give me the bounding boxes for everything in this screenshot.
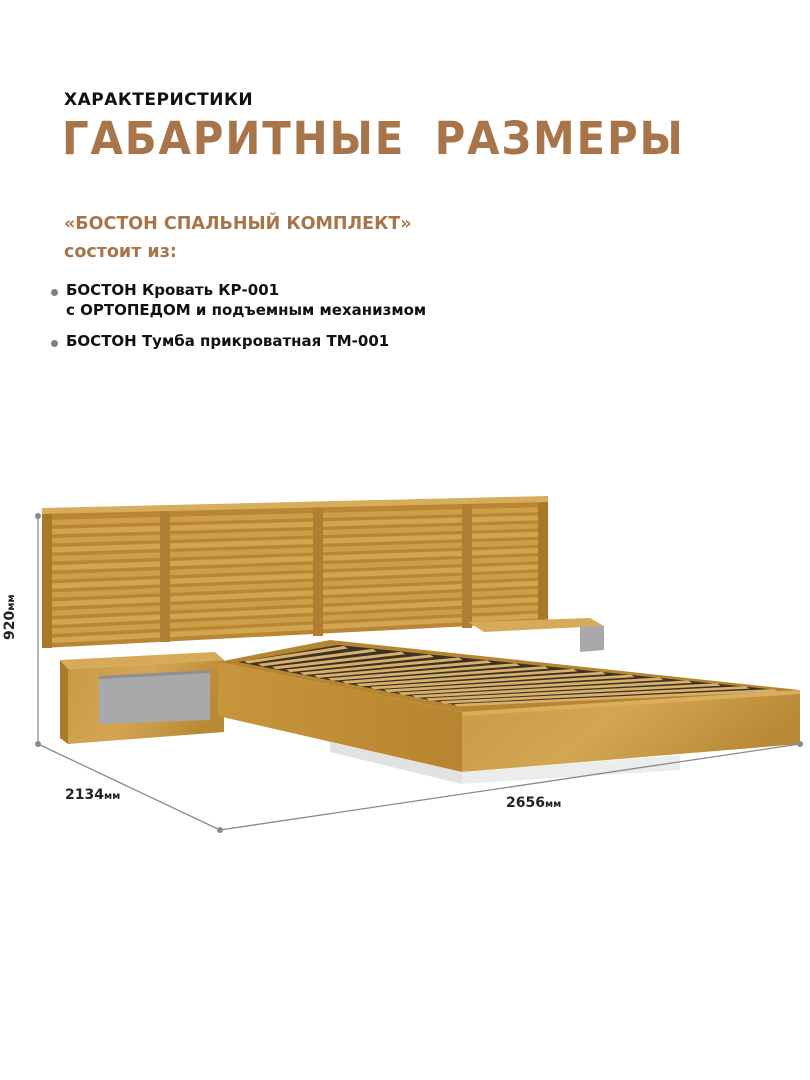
list-item-line: с ОРТОПЕДОМ и подъемным механизмом: [66, 301, 427, 319]
list-item-line: БОСТОН Кровать КР-001: [66, 281, 280, 299]
width-dimension-label: 2656мм: [506, 795, 562, 811]
left-nightstand: [60, 652, 224, 744]
consists-label: состоит из:: [64, 242, 177, 262]
headboard: [42, 496, 548, 648]
page-title: ГАБАРИТНЫЕ РАЗМЕРЫ: [62, 112, 685, 165]
set-name: «БОСТОН СПАЛЬНЫЙ КОМПЛЕКТ»: [64, 214, 412, 234]
bed-frame: [218, 640, 800, 784]
depth-dimension-label: 2134мм: [65, 787, 121, 803]
list-item-line: БОСТОН Тумба прикроватная ТМ-001: [66, 332, 390, 350]
section-subtitle: ХАРАКТЕРИСТИКИ: [64, 90, 254, 110]
height-dimension-label: 920мм: [2, 594, 18, 640]
right-nightstand: [468, 618, 604, 652]
